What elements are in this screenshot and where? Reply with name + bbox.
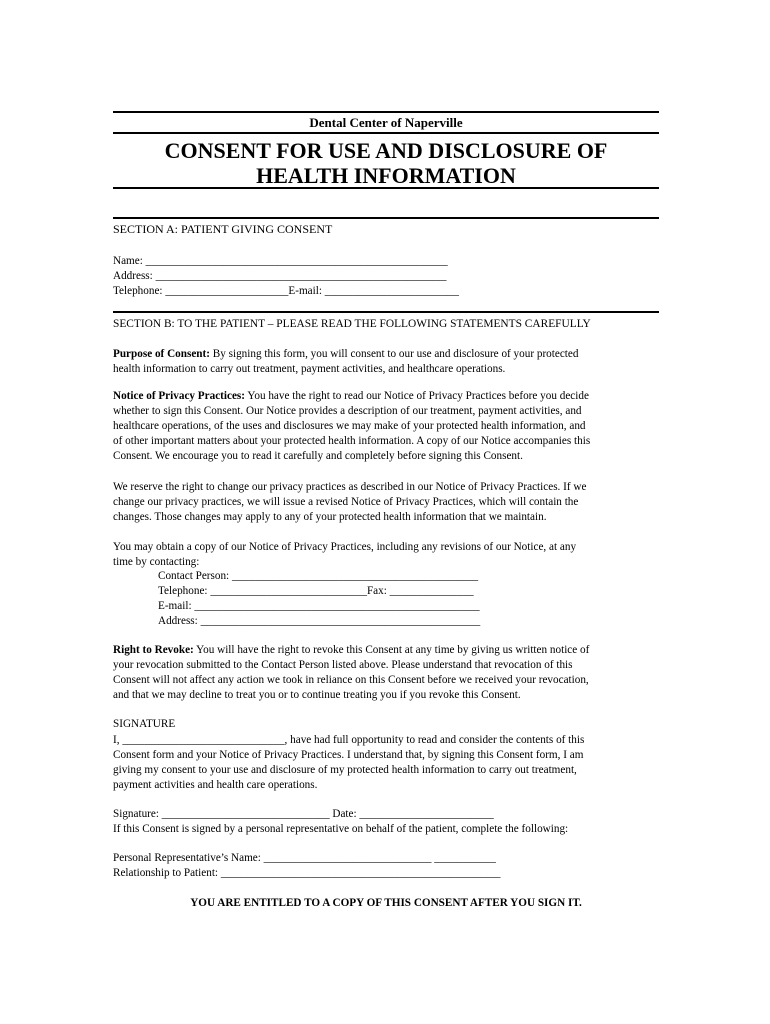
purpose-label: Purpose of Consent: xyxy=(113,348,210,360)
revoke-label: Right to Revoke: xyxy=(113,644,194,656)
reserve-text-2: change our privacy practices, we will issue a revised Notice of Privacy Practices, which will contain the xyxy=(113,496,579,508)
title-top-rule xyxy=(113,132,659,134)
revoke-text-3: Consent will not affect any action we took in reliance on this Consent before we received your revocation, xyxy=(113,674,589,686)
revoke-text-1: You will have the right to revoke this Consent at any time by giving us written notice of xyxy=(193,644,590,656)
section-b-rule xyxy=(113,311,659,313)
obtain-text-2: time by contacting: xyxy=(113,556,200,568)
reserve-text-1: We reserve the right to change our privacy practices as described in our Notice of Privacy Practices. If we xyxy=(113,481,587,493)
signature-date-field[interactable]: Signature: ______________________________ Date: ________________________ xyxy=(113,808,494,820)
obtain-text-1: You may obtain a copy of our Notice of Privacy Practices, including any revisions of our Notice, at any xyxy=(113,541,577,553)
purpose-of-consent-paragraph xyxy=(113,347,659,377)
relationship-to-patient-field[interactable]: Relationship to Patient: __________________________________________________ xyxy=(113,867,501,879)
contact-telephone-fax-field[interactable]: Telephone: ____________________________Fax: _______________ xyxy=(158,585,474,597)
contact-address-field[interactable]: Address: __________________________________________________ xyxy=(158,615,481,627)
contact-person-field[interactable]: Contact Person: ____________________________________________ xyxy=(158,570,479,582)
notice-of-privacy-paragraph xyxy=(113,389,659,464)
reserve-text-3: changes. Those changes may apply to any of your protected health information that we maintain. xyxy=(113,511,547,523)
form-title-line-1: CONSENT FOR USE AND DISCLOSURE OF xyxy=(164,138,608,163)
contact-email-field[interactable]: E-mail: ___________________________________________________ xyxy=(158,600,480,612)
representative-name-field[interactable]: Personal Representative’s Name: ______________________________ ___________ xyxy=(113,852,496,864)
obtain-copy-paragraph xyxy=(113,540,659,570)
notice-text-3: healthcare operations, of the uses and disclosures we may make of your protected health information, and xyxy=(113,420,586,432)
right-to-revoke-paragraph xyxy=(113,643,659,703)
notice-label: Notice of Privacy Practices: xyxy=(113,390,246,402)
representative-note: If this Consent is signed by a personal representative on behalf of the patient, complete the following: xyxy=(113,823,569,835)
signature-text-2: Consent form and your Notice of Privacy Practices. I understand that, by signing this Consent form, I am xyxy=(113,749,584,761)
signature-heading: SIGNATURE xyxy=(113,718,176,730)
section-b-heading: SECTION B: TO THE PATIENT – PLEASE READ THE FOLLOWING STATEMENTS CAREFULLY xyxy=(113,318,591,330)
patient-telephone-email-field[interactable]: Telephone: ______________________E-mail: ________________________ xyxy=(113,285,459,297)
patient-address-field[interactable]: Address: ____________________________________________________ xyxy=(113,270,447,282)
notice-text-1: You have the right to read our Notice of Privacy Practices before you decide xyxy=(245,390,589,402)
purpose-text-2: health information to carry out treatment, payment activities, and healthcare operations. xyxy=(113,363,506,375)
signature-text-3: giving my consent to your use and disclosure of my protected health information to carry out treatment, xyxy=(113,764,577,776)
notice-text-5: Consent. We encourage you to read it carefully and completely before signing this Consent. xyxy=(113,450,523,462)
section-a-rule xyxy=(113,217,659,219)
signature-acknowledgement xyxy=(113,733,659,793)
notice-text-2: whether to sign this Consent. Our Notice provides a description of our treatment, payment activities, and xyxy=(113,405,582,417)
revoke-text-4: and that we may decline to treat you or to continue treating you if you revoke this Consent. xyxy=(113,689,521,701)
patient-name-field[interactable]: Name: ______________________________________________________ xyxy=(113,255,448,267)
form-title-line-2: HEALTH INFORMATION xyxy=(256,163,516,188)
purpose-text-1: By signing this form, you will consent to our use and disclosure of your protected xyxy=(209,348,579,360)
reserve-right-paragraph xyxy=(113,480,659,525)
revoke-text-2: your revocation submitted to the Contact Person listed above. Please understand that revocation of this xyxy=(113,659,573,671)
section-a-heading: SECTION A: PATIENT GIVING CONSENT xyxy=(113,222,333,236)
signature-text-1[interactable]: I, _____________________________, have had full opportunity to read and consider the contents of this xyxy=(113,734,585,746)
notice-text-4: of other important matters about your protected health information. A copy of our Notice accompanies this xyxy=(113,435,591,447)
signature-text-4: payment activities and health care operations. xyxy=(113,779,318,791)
copy-entitlement-notice: YOU ARE ENTITLED TO A COPY OF THIS CONSENT AFTER YOU SIGN IT. xyxy=(190,897,582,909)
top-rule xyxy=(113,111,659,113)
organization-name: Dental Center of Naperville xyxy=(309,115,463,130)
title-bottom-rule xyxy=(113,187,659,189)
